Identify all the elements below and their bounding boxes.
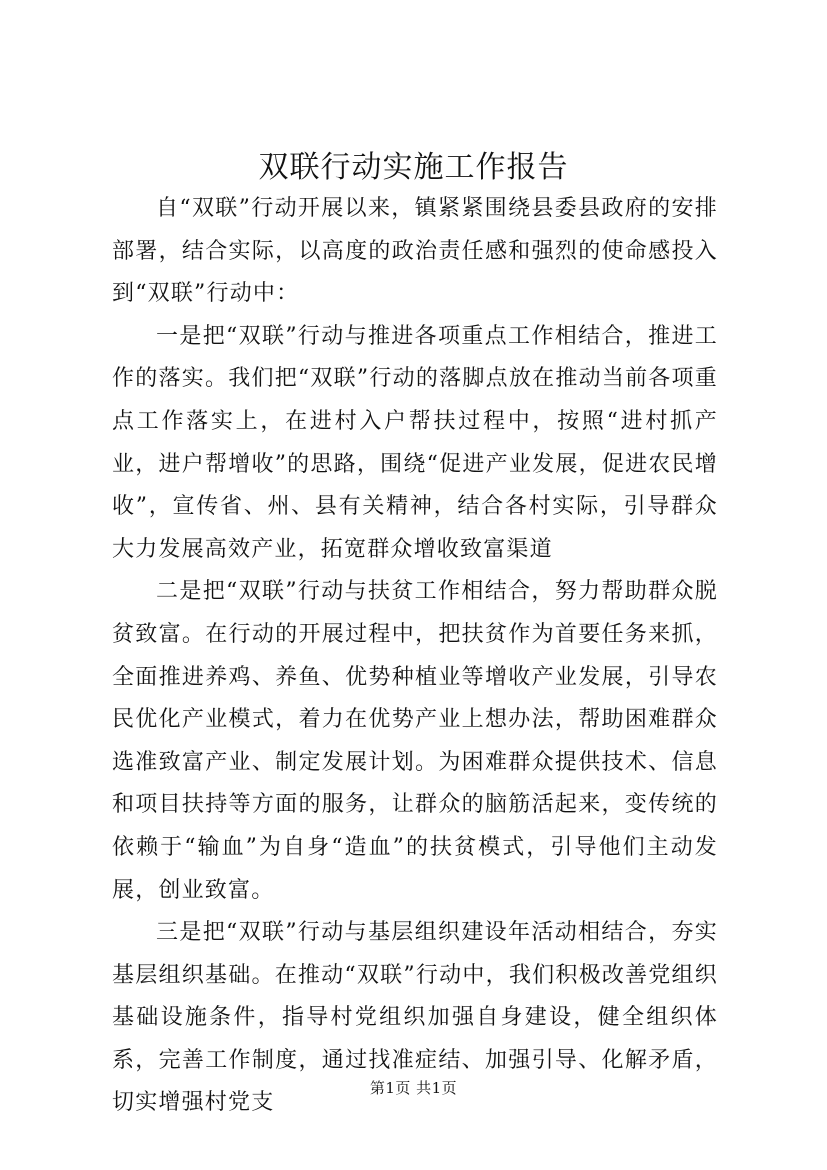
paragraph-one: 一是把“双联”行动与推进各项重点工作相结合，推进工作的落实。我们把“双联”行动的落脚点放在推动当前各项重点工作落实上，在进村入户帮扶过程中，按照“进村抓产业，进户帮增收”的思路，围绕“促进产业发展，促进农民增收”，宣传省、州、县有关精神，结合各村实际，引导群众大力发展高效产业，拓宽群众增收致富渠道 bbox=[112, 323, 718, 562]
paragraph-three: 三是把“双联”行动与基层组织建设年活动相结合，夯实基层组织基础。在推动“双联”行动中，我们积极改善党组织基础设施条件，指导村党组织加强自身建设，健全组织体系，完善工作制度，通过找准症结、加强引导、化解矛盾，切实增强村党支 bbox=[112, 920, 718, 1116]
paragraph-two: 二是把“双联”行动与扶贫工作相结合，努力帮助群众脱贫致富。在行动的开展过程中，把扶贫作为首要任务来抓，全面推进养鸡、养鱼、优势种植业等增收产业发展，引导农民优化产业模式，着力在优势产业上想办法，帮助困难群众选准致富产业、制定发展计划。为困难群众提供技术、信息和项目扶持等方面的服务，让群众的脑筋活起来，变传统的依赖于“输血”为自身“造血”的扶贫模式，引导他们主动发展，创业致富。 bbox=[112, 579, 718, 903]
page-number-footer: 第1页 共1页 bbox=[369, 1079, 458, 1097]
document-body bbox=[112, 188, 718, 1125]
paragraph-intro: 自“双联”行动开展以来，镇紧紧围绕县委县政府的安排部署，结合实际，以高度的政治责任感和强烈的使命感投入到“双联”行动中： bbox=[112, 196, 718, 307]
document-title: 双联行动实施工作报告 bbox=[258, 150, 569, 185]
